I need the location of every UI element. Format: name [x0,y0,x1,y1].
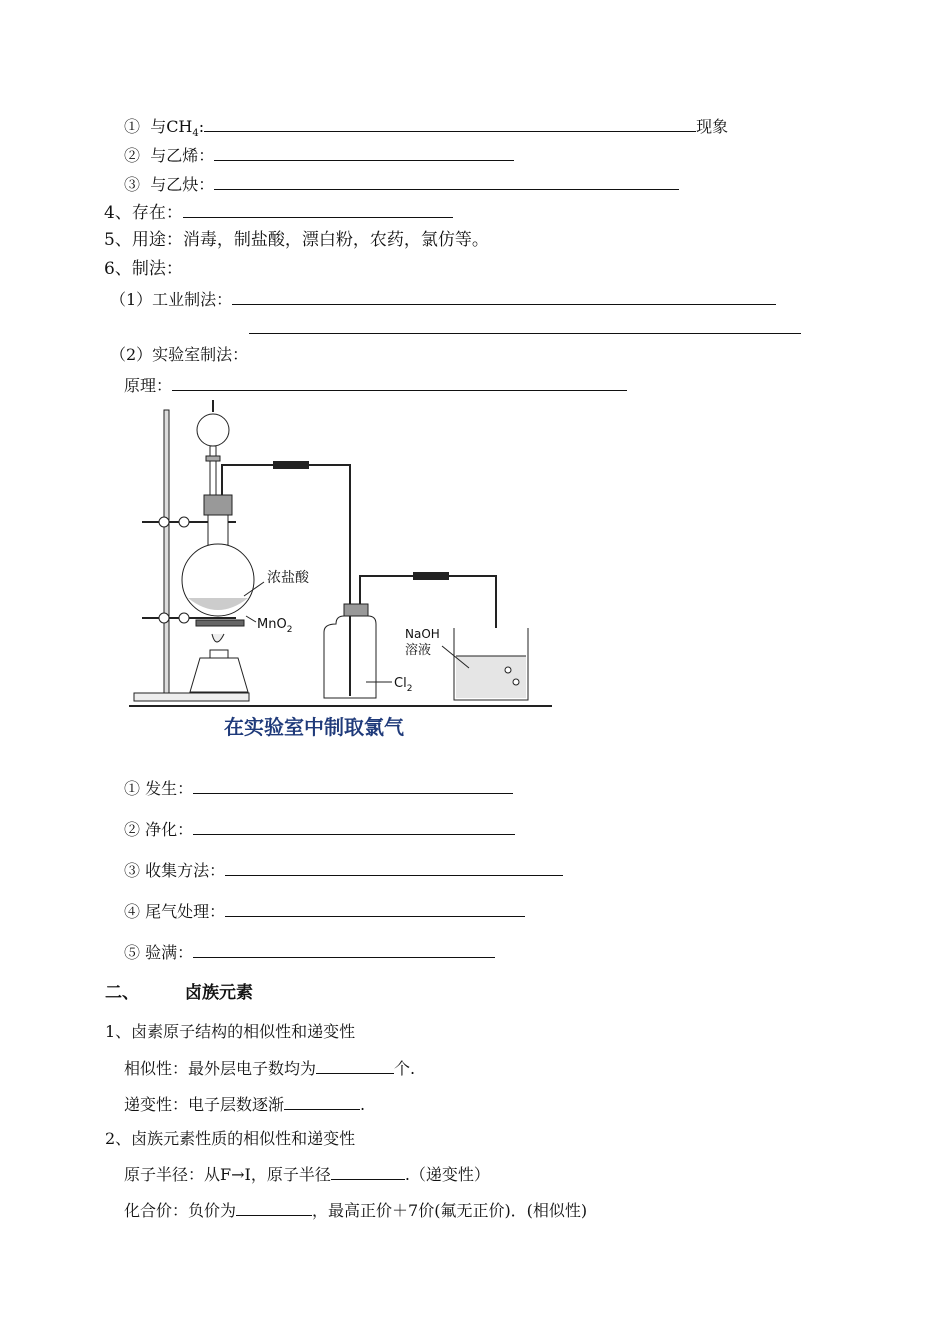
reaction-ethyne-number: ③ [124,175,141,194]
industrial-blank-2[interactable] [249,333,801,334]
step-purify-label: ② 净化： [124,820,194,839]
step-generation-label: ① 发生： [124,779,194,798]
beaker [454,628,528,700]
uses-line: 5、用途：消毒，制盐酸，漂白粉，农药，氯仿等。 [104,230,489,250]
s2-2-radius-line [124,1166,490,1183]
step-collect-line [124,861,563,879]
step-full-label: ⑤ 验满： [124,943,194,962]
s2-1-similar-end: 个. [394,1059,416,1078]
reaction-ch4-number: ① [124,117,141,136]
reaction-ethyne-line [124,175,679,193]
step-collect-blank[interactable] [225,861,563,876]
s2-1-similar-line [124,1060,415,1077]
step-purify-blank[interactable] [193,820,515,835]
reaction-ch4-colon: : [198,117,205,136]
principle-blank[interactable] [172,376,627,391]
s2-2-valence-blank[interactable] [236,1202,312,1216]
reaction-ch4-tail: 现象 [696,117,729,136]
reaction-ethene-number: ② [124,146,141,165]
s2-1-trend-label: 递变性：电子层数逐渐 [124,1095,285,1114]
reaction-ch4-blank[interactable] [204,117,696,132]
step-purify-line [124,820,515,838]
s2-2-radius-label: 原子半径：从F→I，原子半径 [124,1165,331,1184]
s2-2-radius-blank[interactable] [331,1166,405,1180]
step-tailgas-label: ④ 尾气处理： [124,902,226,921]
mno2-label-text: MnO [257,617,287,632]
principle-line [124,376,627,394]
reaction-ethene-blank[interactable] [214,146,514,161]
reaction-ethyne-blank[interactable] [214,175,679,190]
reaction-ethene-label: 与乙烯： [150,146,215,165]
step-tailgas-line [124,902,525,920]
existence-label: 4、存在： [104,203,183,223]
mno2-label-subscript: 2 [286,625,293,635]
s2-2-valence-end: ，最高正价＋7价(氟无正价)．(相似性) [312,1201,588,1220]
existence-blank[interactable] [183,203,453,218]
step-full-blank[interactable] [193,943,495,958]
s2-2-heading: 2、卤族元素性质的相似性和递变性 [105,1129,356,1148]
industrial-label: （1）工业制法： [110,290,233,309]
step-full-line [124,943,495,961]
s2-1-heading: 1、卤素原子结构的相似性和递变性 [105,1022,356,1041]
industrial-blank-1[interactable] [232,290,776,305]
s2-1-similar-blank[interactable] [316,1060,394,1074]
naoh-label: NaOH [405,627,440,641]
cl2-label-text: Cl [394,676,407,691]
step-collect-label: ③ 收集方法： [124,861,226,880]
s2-2-valence-label: 化合价：负价为 [124,1201,237,1220]
reaction-ch4-subscript: 4 [192,128,199,140]
existence-line [104,203,453,222]
section2-number: 二、 [105,983,139,1003]
acid-label: 浓盐酸 [267,570,309,586]
step-generation-blank[interactable] [193,779,513,794]
solution-label: 溶液 [405,643,432,658]
s2-1-trend-end: . [360,1095,366,1114]
reaction-ch4-label: 与CH [150,117,193,136]
industrial-line [110,290,776,308]
s2-2-valence-line [124,1202,587,1219]
s2-2-radius-end: .（递变性） [404,1165,490,1184]
chlorine-apparatus-figure [124,400,552,746]
step-generation-line [124,779,513,797]
s2-1-trend-blank[interactable] [284,1096,360,1110]
section2-title: 卤族元素 [185,983,253,1003]
reaction-ethyne-label: 与乙炔： [150,175,215,194]
prep-heading: 6、制法： [104,259,183,279]
principle-label: 原理： [124,376,173,395]
reaction-ethene-line [124,146,514,164]
cl2-label-subscript: 2 [406,684,413,694]
s2-1-trend-line [124,1096,365,1113]
figure-caption: 在实验室中制取氯气 [224,715,404,739]
step-tailgas-blank[interactable] [225,902,525,917]
reaction-ch4-line [124,117,728,139]
s2-1-similar-label: 相似性：最外层电子数均为 [124,1059,317,1078]
lab-label: （2）实验室制法： [110,345,249,364]
